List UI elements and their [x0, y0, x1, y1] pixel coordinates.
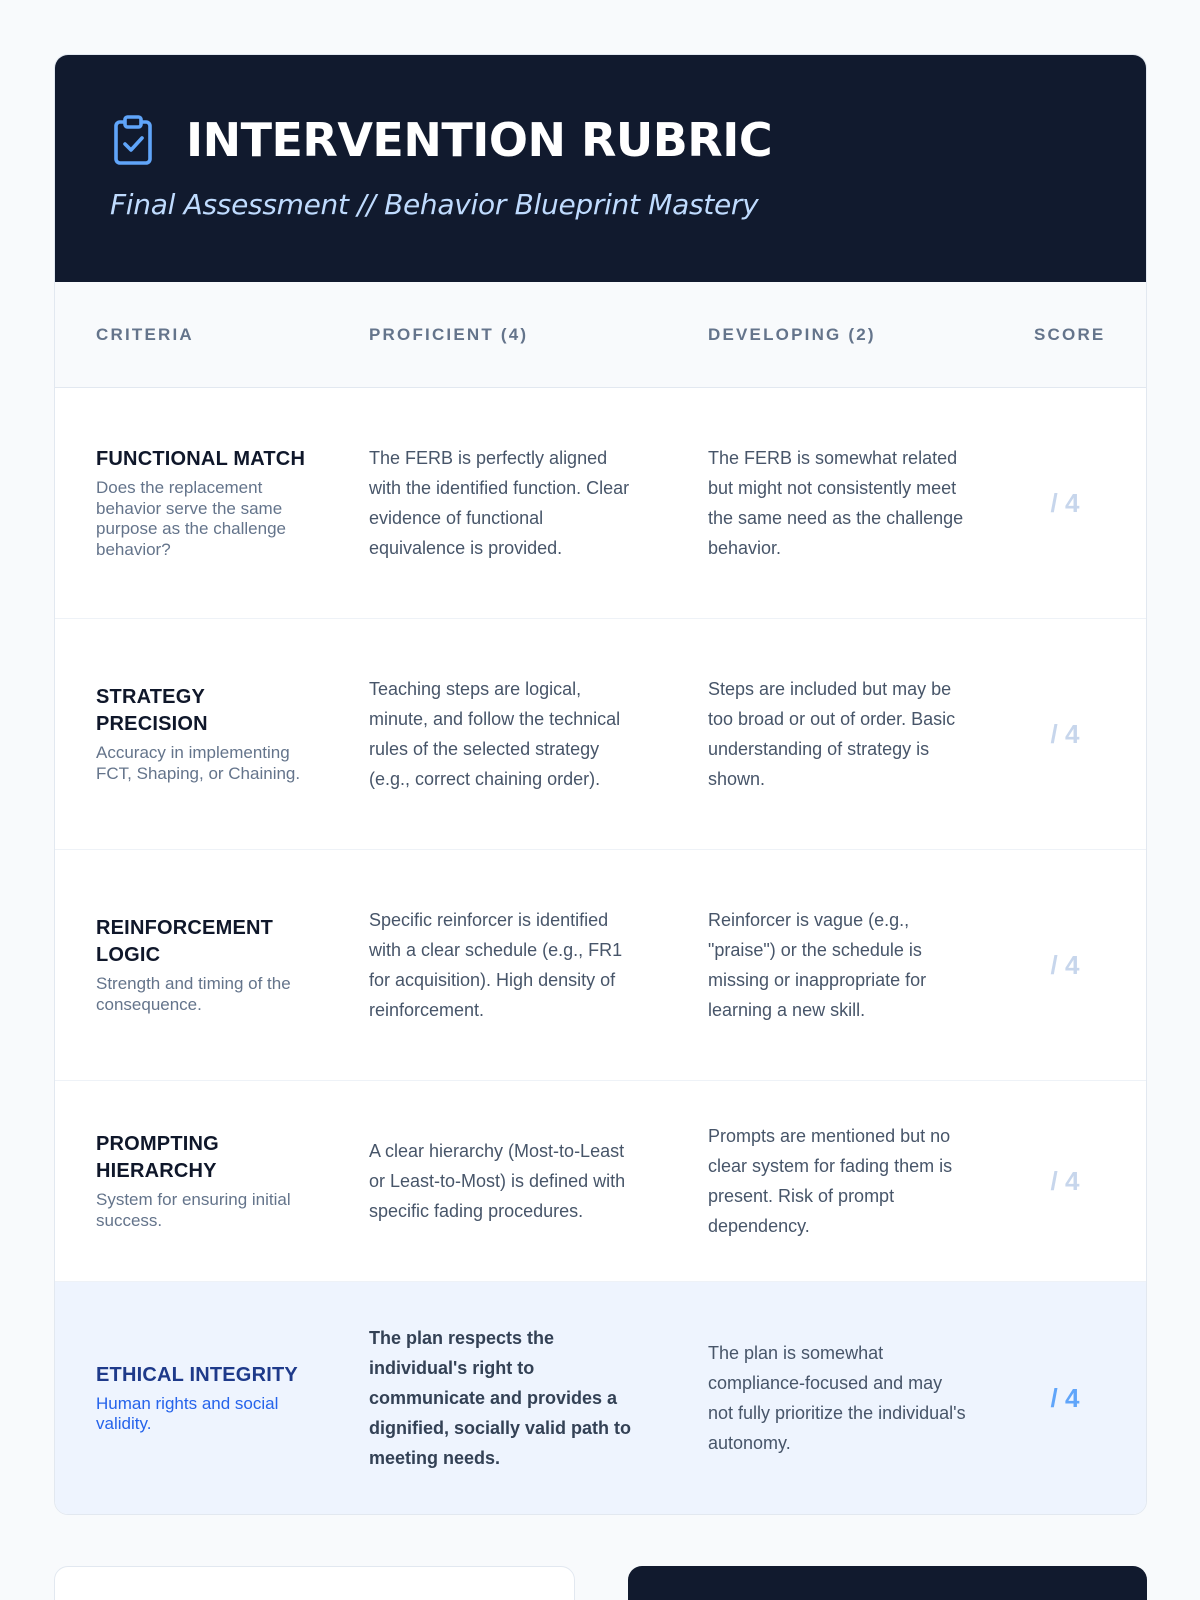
table-row: [55, 1081, 1146, 1282]
proficient-cell: [369, 1282, 639, 1514]
criteria-description: System for ensuring initial success.: [96, 1190, 291, 1230]
proficient-text: A clear hierarchy (Most-to-Least or Least-to-Most) is defined with specific fading procedures.: [369, 1141, 626, 1221]
score-value[interactable]: / 4: [1050, 487, 1080, 518]
criteria-name: REINFORCEMENT LOGIC: [96, 917, 274, 966]
criteria-cell: [96, 1081, 316, 1281]
developing-cell: [708, 1081, 968, 1281]
proficient-text: The plan respects the individual's right to communicate and provides a dignified, socially valid path to meeting needs.: [369, 1328, 632, 1468]
proficient-text: Teaching steps are logical, minute, and follow the technical rules of the selected strategy (e.g., correct chaining order).: [369, 679, 621, 789]
clipboard-check-icon: [110, 113, 156, 167]
page-title: INTERVENTION RUBRIC: [186, 113, 773, 167]
developing-cell: [708, 388, 968, 618]
table-row: [55, 388, 1146, 619]
title-row: [110, 113, 1146, 167]
proficient-cell: [369, 388, 639, 618]
table-header: [55, 282, 1146, 388]
score-cell: [1015, 1081, 1115, 1281]
criteria-name: FUNCTIONAL MATCH: [96, 448, 306, 470]
proficient-text: Specific reinforcer is identified with a clear schedule (e.g., FR1 for acquisition). High density of reinforcement.: [369, 910, 623, 1020]
criteria-description: Strength and timing of the consequence.: [96, 974, 291, 1014]
table-row: [55, 850, 1146, 1081]
proficient-text: The FERB is perfectly aligned with the identified function. Clear evidence of functional equivalence is provided.: [369, 448, 630, 558]
criteria-description: Accuracy in implementing FCT, Shaping, or Chaining.: [96, 743, 301, 783]
score-cell: [1015, 388, 1115, 618]
score-cell: [1015, 1282, 1115, 1514]
page-subtitle: Final Assessment // Behavior Blueprint Mastery: [110, 188, 759, 221]
column-header-proficient: PROFICIENT (4): [369, 325, 529, 344]
column-header-criteria: CRITERIA: [96, 325, 194, 344]
criteria-name: STRATEGY PRECISION: [96, 686, 208, 735]
developing-cell: [708, 1282, 968, 1514]
bottom-right-card: [628, 1566, 1147, 1600]
proficient-cell: [369, 619, 639, 849]
score-cell: [1015, 619, 1115, 849]
bottom-left-card: [54, 1566, 575, 1600]
developing-text: Reinforcer is vague (e.g., "praise") or the schedule is missing or inappropriate for learning a new skill.: [708, 910, 927, 1020]
proficient-cell: [369, 1081, 639, 1281]
proficient-cell: [369, 850, 639, 1080]
column-header-developing: DEVELOPING (2): [708, 325, 876, 344]
criteria-name: PROMPTING HIERARCHY: [96, 1133, 219, 1182]
rubric-header: [55, 55, 1146, 282]
table-row: [55, 619, 1146, 850]
column-header-score: SCORE: [1034, 325, 1106, 344]
table-row-highlighted: [55, 1282, 1146, 1514]
developing-text: Steps are included but may be too broad or out of order. Basic understanding of strategy is shown.: [708, 679, 956, 789]
criteria-cell: [96, 388, 316, 618]
score-value[interactable]: / 4: [1050, 949, 1080, 980]
criteria-cell: [96, 850, 316, 1080]
developing-text: The plan is somewhat compliance-focused and may not fully prioritize the individual's autonomy.: [708, 1343, 966, 1453]
criteria-description: Does the replacement behavior serve the same purpose as the challenge behavior?: [96, 478, 286, 559]
score-value[interactable]: / 4: [1050, 1382, 1080, 1413]
score-value[interactable]: / 4: [1050, 718, 1080, 749]
criteria-name: ETHICAL INTEGRITY: [96, 1363, 298, 1386]
developing-cell: [708, 619, 968, 849]
rubric-card: [54, 54, 1147, 1515]
criteria-cell: [96, 1282, 316, 1514]
developing-text: The FERB is somewhat related but might not consistently meet the same need as the challenge behavior.: [708, 448, 964, 558]
score-value[interactable]: / 4: [1050, 1165, 1080, 1196]
criteria-description: Human rights and social validity.: [96, 1393, 279, 1433]
developing-cell: [708, 850, 968, 1080]
developing-text: Prompts are mentioned but no clear system for fading them is present. Risk of prompt dependency.: [708, 1126, 953, 1236]
criteria-cell: [96, 619, 316, 849]
score-cell: [1015, 850, 1115, 1080]
